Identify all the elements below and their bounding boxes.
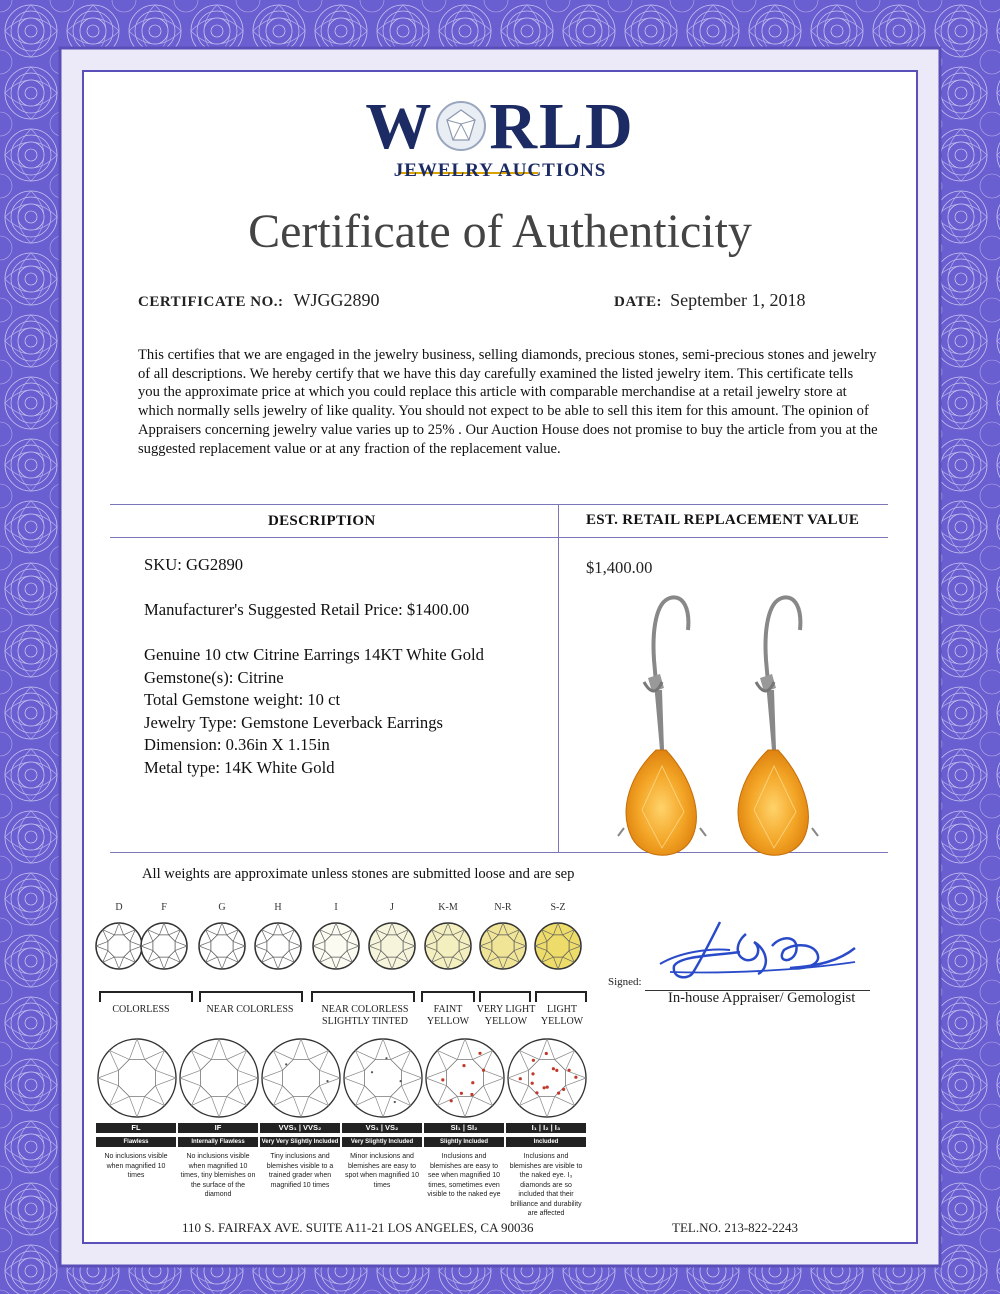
color-category-near-colorless: NEAR COLORLESS [206, 1004, 294, 1015]
color-grade-stone [369, 923, 415, 969]
color-grade-letter: K-M [438, 902, 458, 913]
detail-metal: Metal type: 14K White Gold [144, 758, 335, 777]
color-grade-stone [480, 923, 526, 969]
color-grade-stone [199, 923, 245, 969]
clarity-grade-description: No inclusions visible when magnified 10 times, tiny blemishes on the surface of the diamond [180, 1153, 256, 1198]
color-grade-stones [92, 916, 592, 986]
certificate-date [614, 290, 806, 311]
color-grade-stone [255, 923, 301, 969]
color-category-colorless: COLORLESS [112, 1004, 170, 1015]
clarity-grade-name: Flawless [96, 1137, 176, 1147]
certificate-number-label: CERTIFICATE NO.: [138, 294, 284, 310]
color-grade-letter: H [274, 902, 282, 913]
clarity-grade-description: Inclusions and blemishes are visible to the naked eye. I₃ diamonds are so included that their brilliance and durability are affected [509, 1153, 583, 1217]
color-grade-letter: F [161, 902, 167, 913]
footer-address: 110 S. FAIRFAX AVE. SUITE A11-21 LOS ANGELES, CA 90036 [182, 1220, 534, 1235]
color-grade-stone [141, 923, 187, 969]
diamond-logo-icon [435, 100, 487, 152]
clarity-grade-description: No inclusions visible when magnified 10 times [104, 1153, 168, 1179]
clarity-grade-code: VS₁ | VS₂ [342, 1123, 422, 1133]
clarity-grade-code: VVS₁ | VVS₂ [260, 1123, 340, 1133]
clarity-grade-name: Internally Flawless [178, 1137, 258, 1147]
clarity-grade-description: Minor inclusions and blemishes are easy to spot when magnified 10 times [345, 1153, 419, 1189]
appraiser-title: In-house Appraiser/ Gemologist [668, 990, 856, 1006]
signed-label: Signed: [608, 976, 642, 988]
clarity-grade-code: I₁ | I₂ | I₃ [506, 1123, 586, 1133]
detail-gemstone: Gemstone(s): Citrine [144, 668, 284, 687]
color-category-very-light-yellow: VERY LIGHT YELLOW [476, 1004, 536, 1027]
logo-wordmark: W RLD [365, 90, 635, 163]
clarity-grade-stone [426, 1039, 504, 1117]
value-header: EST. RETAIL REPLACEMENT VALUE [586, 512, 860, 528]
color-grade-letter: S-Z [550, 902, 566, 913]
signature-image [650, 912, 860, 982]
detail-type: Jewelry Type: Gemstone Leverback Earrings [144, 713, 443, 732]
weights-note: All weights are approximate unless stones are submitted loose and are sep [142, 866, 575, 882]
color-grade-brackets [92, 988, 592, 1004]
color-grade-letter: G [218, 902, 226, 913]
clarity-grade-stone [344, 1039, 422, 1117]
right-earring [738, 597, 818, 855]
table-column-divider [558, 504, 559, 852]
detail-dimension: Dimension: 0.36in X 1.15in [144, 735, 330, 754]
msrp: Manufacturer's Suggested Retail Price: $1400.00 [144, 600, 470, 619]
color-category-slightly-tinted: NEAR COLORLESS SLIGHTLY TINTED [321, 1004, 409, 1027]
clarity-grade-name: Slightly Included [424, 1137, 504, 1147]
certificate-number-value: WJGG2890 [293, 290, 380, 310]
clarity-grade-code: IF [178, 1123, 258, 1133]
clarity-grade-name: Very Slightly Included [342, 1137, 422, 1147]
color-grade-stone [425, 923, 471, 969]
clarity-grade-description: Inclusions and blemishes are easy to see when magnified 10 times, sometimes even visible to the naked eye [427, 1153, 501, 1198]
replacement-value: $1,400.00 [586, 558, 653, 577]
earrings-product-image [604, 590, 844, 890]
detail-title: Genuine 10 ctw Citrine Earrings 14KT White Gold [144, 645, 484, 664]
color-grade-stone [535, 923, 581, 969]
clarity-grade-stone [508, 1039, 586, 1117]
sku: SKU: GG2890 [144, 555, 244, 574]
clarity-grade-name: Included [506, 1137, 586, 1147]
date-label: DATE: [614, 294, 663, 310]
certificate-number [138, 290, 380, 311]
clarity-grade-description: Tiny inclusions and blemishes visible to a trained grader when magnified 10 times [266, 1153, 334, 1189]
clarity-grade-stone [262, 1039, 340, 1117]
date-value: September 1, 2018 [670, 290, 806, 310]
color-grade-stone [96, 923, 142, 969]
detail-weight: Total Gemstone weight: 10 ct [144, 690, 341, 709]
color-grade-letter: D [115, 902, 123, 913]
clarity-grade-code: SI₁ | SI₂ [424, 1123, 504, 1133]
logo-subtitle: JEWELRY AUCTIONS [393, 160, 607, 181]
clarity-grade-stones [96, 1032, 596, 1124]
clarity-grade-stone [180, 1039, 258, 1117]
color-grade-letter: J [390, 902, 394, 913]
color-grade-letter: I [334, 902, 338, 913]
page-title: Certificate of Authenticity [248, 205, 752, 258]
description-header: DESCRIPTION [268, 513, 376, 529]
table-top-rule [110, 504, 888, 505]
color-grade-letter: N-R [494, 902, 512, 913]
footer-phone: TEL.NO. 213-822-2243 [672, 1220, 799, 1235]
clarity-grade-name: Very Very Slightly Included [261, 1139, 339, 1145]
color-grade-stone [313, 923, 359, 969]
table-header-rule [110, 537, 888, 538]
certification-statement: This certifies that we are engaged in the jewelry business, selling diamonds, precious stones, semi-precious stones and jewelry of all descriptions. We hereby certify that we have this day carefully examined the listed jewelry item. This certificate tells you the approximate price at which you could replace this article with comparable merchandise at a retail jewelry store at which normally sells jewelry of like quality. You should not expect to be able to sell this item for this amount. The opinion of Appraisers concerning jewelry value varies up to 25% . Our Auction House does not promise to buy the article from you at the suggested replacement value or at any fraction of the replacement value. [138, 347, 878, 457]
clarity-grade-stone [98, 1039, 176, 1117]
color-category-light-yellow: LIGHT YELLOW [540, 1004, 584, 1027]
clarity-grade-code: FL [96, 1123, 176, 1133]
left-earring [618, 597, 706, 855]
color-category-faint-yellow: FAINT YELLOW [426, 1004, 470, 1027]
